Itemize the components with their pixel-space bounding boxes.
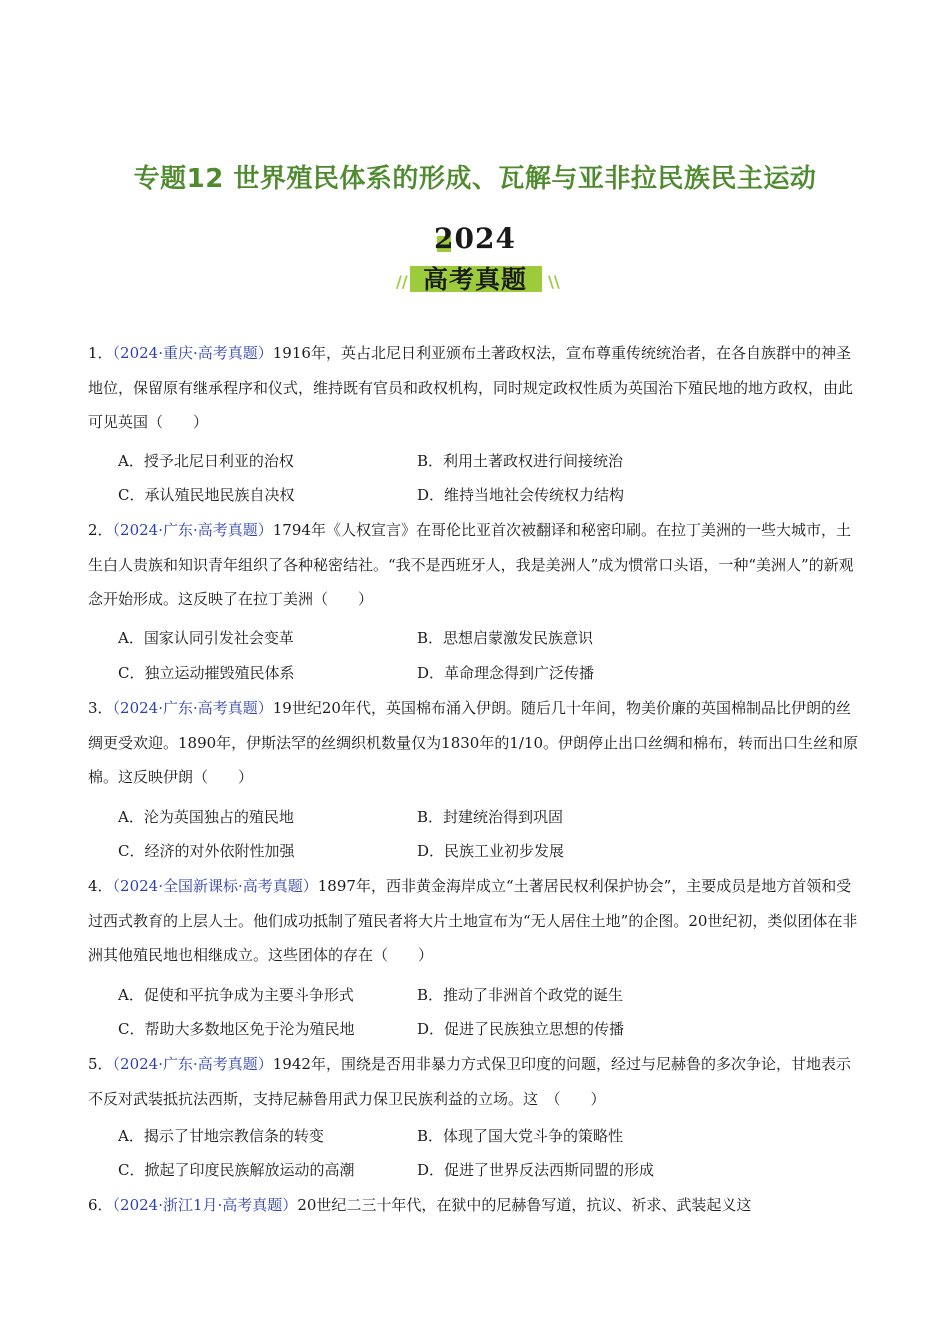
- option-b: B．推动了非洲首个政党的诞生: [417, 986, 624, 1004]
- question-number: 4．: [88, 877, 113, 895]
- question-number: 1．: [88, 344, 113, 362]
- question-source: （2024·广东·高考真题）: [112, 699, 273, 717]
- question-stem: 19世纪20年代，英国棉布涌入伊朗。随后几十年间，物美价廉的英国棉制品比伊朗的丝绸更受欢迎。1890年，伊斯法罕的丝绸织机数量仅为1830年的1/10。伊朗停止出口丝绸和棉布，转而出口生丝和原棉。这反映伊朗（ ）: [88, 699, 859, 786]
- option-a: A．授予北尼日利亚的治权: [118, 452, 294, 470]
- question-source: （2024·重庆·高考真题）: [112, 344, 273, 362]
- option-a: A．促使和平抗争成为主要斗争形式: [118, 986, 354, 1004]
- badge-label: 高考真题: [422, 265, 527, 294]
- option-a: A．揭示了甘地宗教信条的转变: [118, 1127, 324, 1145]
- question-stem: 20世纪二三十年代，在狱中的尼赫鲁写道，抗议、祈求、武装起义这: [297, 1196, 752, 1214]
- question-number: 6．: [88, 1196, 113, 1214]
- question-source: （2024·广东·高考真题）: [112, 521, 273, 539]
- option-c: C．承认殖民地民族自决权: [118, 486, 295, 504]
- option-a: A．国家认同引发社会变革: [118, 629, 294, 647]
- question-stem: 1794年《人权宣言》在哥伦比亚首次被翻译和秘密印刷。在拉丁美洲的一些大城市，土生白人贵族和知识青年组织了各种秘密结社。“我不是西班牙人，我是美洲人”成为惯常口头语，一种“美洲人”的新观念开始形成。这反映了在拉丁美洲（ ）: [88, 521, 854, 608]
- option-b: B．封建统治得到巩固: [417, 808, 564, 826]
- option-d: D．民族工业初步发展: [417, 842, 565, 860]
- question-source: （2024·广东·高考真题）: [112, 1055, 273, 1073]
- option-c: C．帮助大多数地区免于沦为殖民地: [118, 1020, 355, 1038]
- question-source: （2024·全国新课标·高考真题）: [112, 877, 318, 895]
- question-number: 5．: [88, 1055, 113, 1073]
- option-a: A．沦为英国独占的殖民地: [118, 808, 294, 826]
- year-label: 2024: [434, 222, 516, 255]
- question-4: [88, 869, 863, 973]
- option-d: D．维持当地社会传统权力结构: [417, 486, 625, 504]
- question-2: [88, 513, 863, 617]
- badge-slash-left: //: [396, 272, 408, 291]
- option-b: B．体现了国大党斗争的策略性: [417, 1127, 624, 1145]
- option-c: C．独立运动摧毁殖民体系: [118, 664, 295, 682]
- badge-slash-right: \\: [548, 272, 560, 291]
- option-d: D．革命理念得到广泛传播: [417, 664, 595, 682]
- option-b: B．利用土著政权进行间接统治: [417, 452, 624, 470]
- option-c: C．掀起了印度民族解放运动的高潮: [118, 1161, 355, 1179]
- question-stem: 1916年，英占北尼日利亚颁布土著政权法，宣布尊重传统统治者，在各自族群中的神圣地位，保留原有继承程序和仪式，维持既有官员和政权机构，同时规定政权性质为英国治下殖民地的地方政权，由此可见英国（ ）: [88, 344, 854, 431]
- page-title: 专题12 世界殖民体系的形成、瓦解与亚非拉民族民主运动: [133, 164, 817, 194]
- question-stem: 1942年，围绕是否用非暴力方式保卫印度的问题，经过与尼赫鲁的多次争论，甘地表示不反对武装抵抗法西斯，支持尼赫鲁用武力保卫民族利益的立场。这 （ ）: [88, 1055, 851, 1108]
- question-1: [88, 336, 863, 440]
- option-d: D．促进了民族独立思想的传播: [417, 1020, 625, 1038]
- option-c: C．经济的对外依附性加强: [118, 842, 295, 860]
- option-d: D．促进了世界反法西斯同盟的形成: [417, 1161, 655, 1179]
- question-3: [88, 691, 863, 795]
- question-number: 2．: [88, 521, 113, 539]
- year-badge: [0, 222, 950, 302]
- question-source: （2024·浙江1月·高考真题）: [112, 1196, 298, 1214]
- option-b: B．思想启蒙激发民族意识: [417, 629, 594, 647]
- question-5: [88, 1047, 863, 1116]
- question-number: 3．: [88, 699, 113, 717]
- question-stem: 1897年，西非黄金海岸成立“土著居民权利保护协会”，主要成员是地方首领和受过西式教育的上层人士。他们成功抵制了殖民者将大片土地宣布为“无人居住土地”的企图。20世纪初，类似团体在非洲其他殖民地也相继成立。这些团体的存在（ ）: [88, 877, 858, 964]
- question-6: [88, 1188, 863, 1223]
